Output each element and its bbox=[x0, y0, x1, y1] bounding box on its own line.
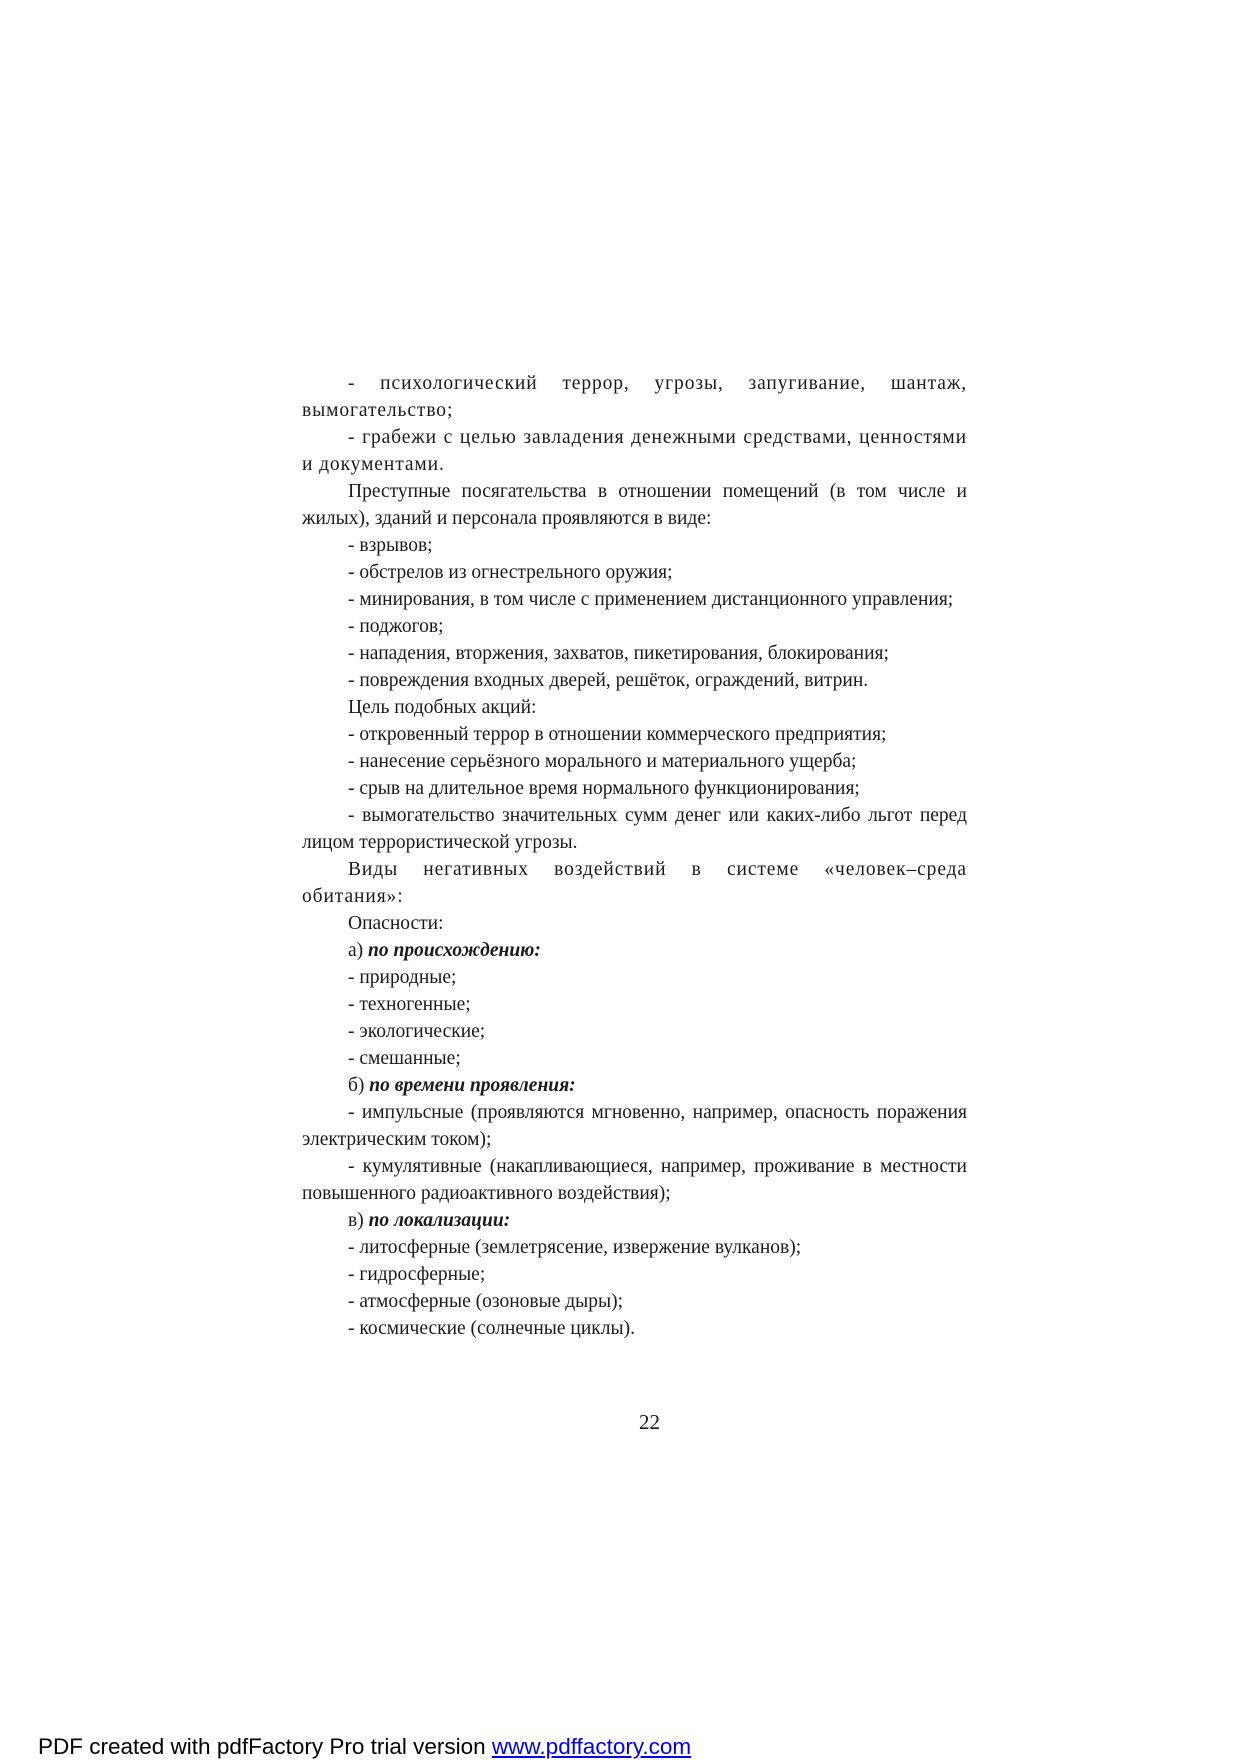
list-marker: б) bbox=[348, 1075, 370, 1096]
paragraph: Виды негативных воздействий в системе «человек–среда обитания»: bbox=[302, 859, 967, 907]
paragraph: - поджогов; bbox=[348, 616, 444, 637]
paragraph: - нападения, вторжения, захватов, пикетирования, блокирования; bbox=[348, 643, 889, 664]
paragraph: - кумулятивные (накапливающиеся, например, проживание в местности повышенного радиоактивного воздействия); bbox=[302, 1156, 967, 1204]
paragraph: - повреждения входных дверей, решёток, ограждений, витрин. bbox=[348, 670, 869, 691]
paragraph: - атмосферные (озоновые дыры); bbox=[348, 1291, 624, 1312]
section-heading: по времени проявления: bbox=[369, 1075, 576, 1096]
paragraph bbox=[302, 1207, 967, 1234]
paragraph: Опасности: bbox=[348, 913, 444, 934]
paragraph: - смешанные; bbox=[348, 1048, 461, 1069]
paragraph: - взрывов; bbox=[348, 535, 433, 556]
paragraph: - минирования, в том числе с применением дистанционного управления; bbox=[348, 589, 954, 610]
footer-text: PDF created with pdfFactory Pro trial version bbox=[38, 1734, 492, 1759]
paragraph bbox=[302, 937, 967, 964]
footer-link[interactable]: www.pdffactory.com bbox=[491, 1734, 692, 1759]
paragraph: - техногенные; bbox=[348, 994, 471, 1015]
paragraph: - откровенный террор в отношении коммерческого предприятия; bbox=[348, 724, 887, 745]
section-heading: по локализации: bbox=[368, 1210, 511, 1231]
paragraph bbox=[302, 1072, 967, 1099]
paragraph: - гидросферные; bbox=[348, 1264, 486, 1285]
paragraph: - нанесение серьёзного морального и материального ущерба; bbox=[348, 751, 857, 772]
paragraph: - вымогательство значительных сумм денег или каких-либо льгот перед лицом террористической угрозы. bbox=[302, 805, 967, 853]
paragraph: - импульсные (проявляются мгновенно, например, опасность поражения электрическим током); bbox=[302, 1102, 967, 1150]
paragraph: Цель подобных акций: bbox=[348, 697, 537, 718]
paragraph: - экологические; bbox=[348, 1021, 486, 1042]
section-heading: по происхождению: bbox=[368, 940, 541, 961]
paragraph: - грабежи с целью завладения денежными средствами, ценностями и документами. bbox=[302, 427, 967, 475]
paragraph: - литосферные (землетрясение, извержение вулканов); bbox=[348, 1237, 802, 1258]
page-number: 22 bbox=[639, 1410, 660, 1434]
paragraph: - обстрелов из огнестрельного оружия; bbox=[348, 562, 673, 583]
list-marker: в) bbox=[348, 1210, 369, 1231]
paragraph: - психологический террор, угрозы, запугивание, шантаж, вымогательство; bbox=[302, 373, 967, 421]
paragraph: - срыв на длительное время нормального функционирования; bbox=[348, 778, 860, 799]
paragraph: - природные; bbox=[348, 967, 457, 988]
paragraph: Преступные посягательства в отношении помещений (в том числе и жилых), зданий и персонала проявляются в виде: bbox=[302, 481, 967, 529]
paragraph: - космические (солнечные циклы). bbox=[348, 1318, 635, 1339]
pdf-footer-banner bbox=[38, 1733, 691, 1760]
list-marker: а) bbox=[348, 940, 369, 961]
page-body bbox=[302, 370, 967, 1342]
